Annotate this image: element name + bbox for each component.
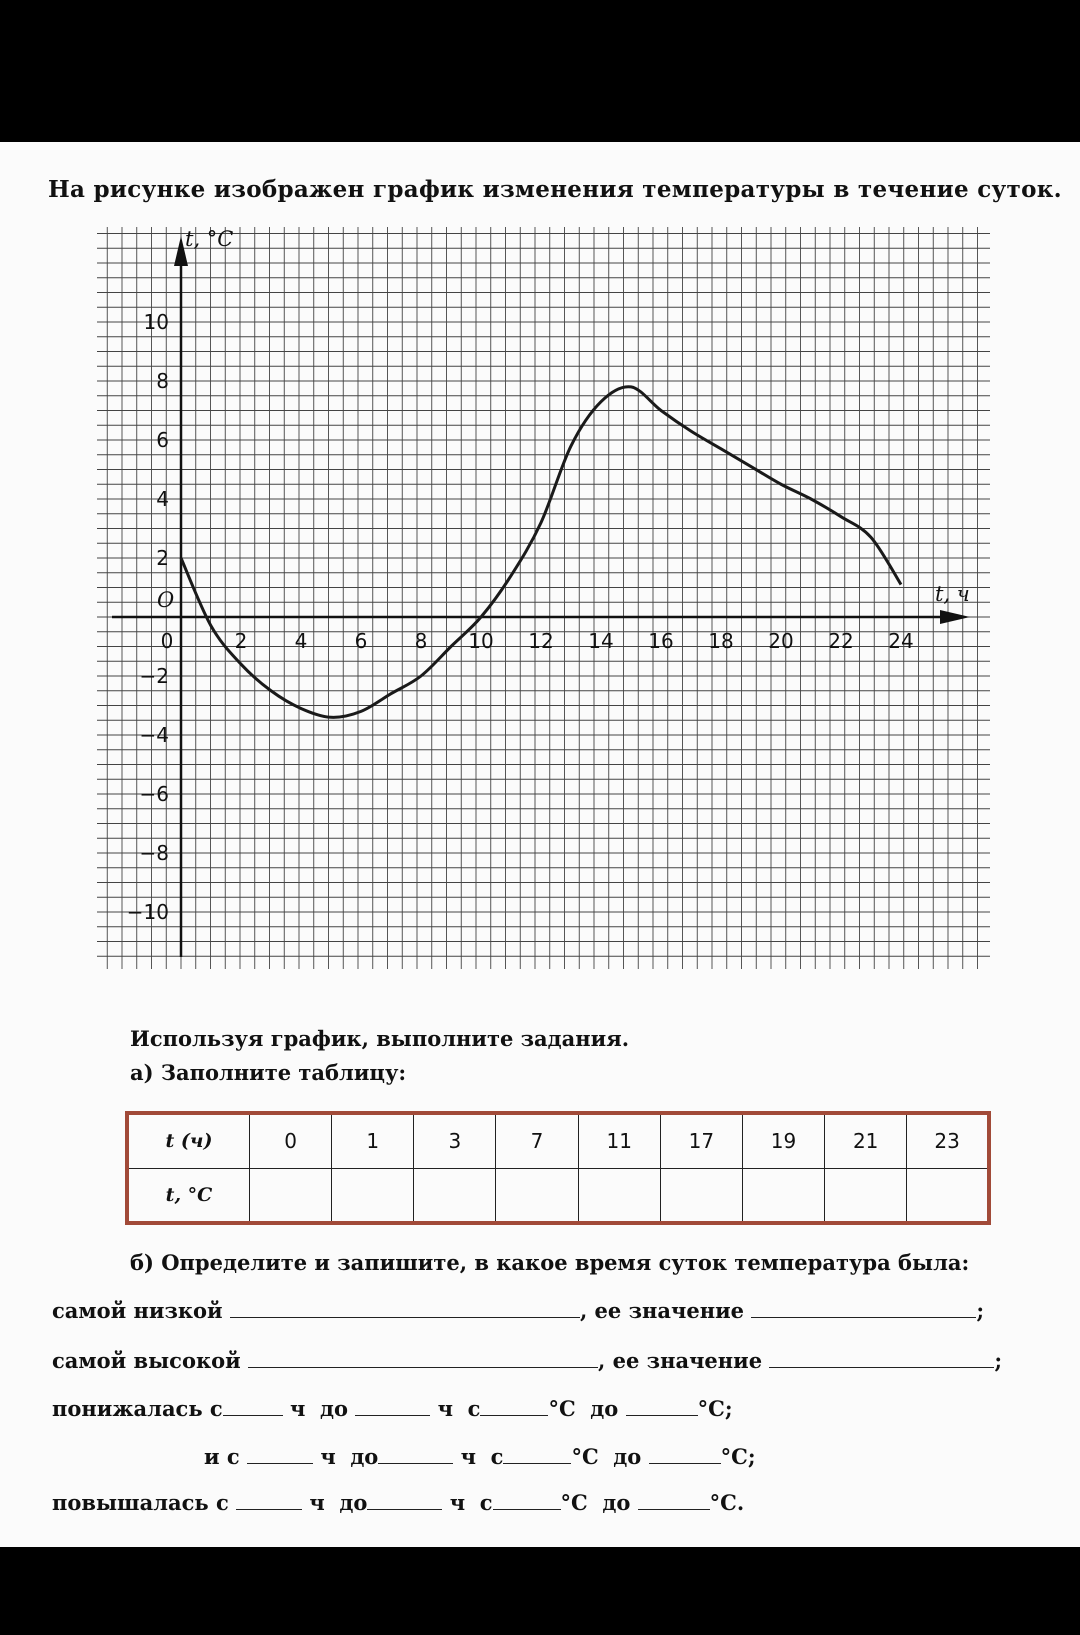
degree-unit: °С [548,1396,576,1421]
table-header-temperature: t, °C [127,1168,250,1223]
x-tick-label: 14 [588,629,614,653]
y-tick-label: −6 [139,782,169,806]
table-cell-empty[interactable] [414,1168,496,1223]
line-lowest [52,1298,984,1323]
from-label: с [490,1444,504,1469]
highest-time-blank[interactable] [248,1349,598,1368]
x-tick-label: 0 [160,629,174,653]
line-and-from [204,1444,756,1469]
temperature-curve [181,387,901,718]
x-tick-label: 8 [414,629,428,653]
value-label: , ее значение [579,1298,745,1323]
blank[interactable] [626,1397,698,1416]
chart-grid [97,227,990,969]
from-label: с [479,1490,493,1515]
blank[interactable] [493,1491,561,1510]
from-label: с [467,1396,481,1421]
value-label: , ее значение [598,1348,763,1373]
blank[interactable] [367,1491,442,1510]
table-cell-empty[interactable] [496,1168,578,1223]
to-label: до [590,1396,619,1421]
table-cell-empty[interactable] [578,1168,660,1223]
degree-unit: °С. [709,1490,745,1515]
y-tick-label: 6 [156,428,169,452]
values-table [125,1111,991,1225]
line-highest [52,1348,1002,1373]
instructions-intro: Используя график, выполните задания. [130,1026,630,1051]
blank[interactable] [649,1445,721,1464]
blank[interactable] [223,1397,283,1416]
hours-unit: ч [449,1490,466,1515]
chart-axes [112,236,970,957]
to-label: до [613,1444,642,1469]
highest-value-blank[interactable] [769,1349,994,1368]
line-decreased [52,1396,733,1421]
y-tick-label: −2 [139,664,169,688]
worksheet-page [0,142,1080,1547]
degree-unit: °С; [720,1444,756,1469]
table-cell-hour: 23 [907,1113,989,1168]
table-cell-empty[interactable] [332,1168,414,1223]
table-cell-hour: 0 [250,1113,332,1168]
table-cell-empty[interactable] [825,1168,907,1223]
degree-unit: °С [560,1490,588,1515]
table-cell-hour: 11 [578,1113,660,1168]
x-tick-label: 10 [468,629,494,653]
y-tick-label: −10 [126,900,169,924]
semicolon: ; [976,1298,985,1323]
task-b-label: б) Определите и запишите, в какое время суток температура была: [130,1250,970,1275]
hours-unit: ч [320,1444,336,1469]
hours-unit: ч [437,1396,454,1421]
table-cell-empty[interactable] [250,1168,332,1223]
degree-unit: °С [571,1444,599,1469]
to-label: до [350,1444,379,1469]
table-cell-hour: 7 [496,1113,578,1168]
origin-label: O [157,588,175,612]
x-axis-label: t, ч [935,582,970,606]
table-cell-empty[interactable] [660,1168,742,1223]
y-tick-label: −4 [139,723,169,747]
x-tick-label: 6 [354,629,368,653]
lowest-label: самой низкой [52,1298,223,1323]
y-axis-label: t, °C [185,227,234,251]
blank[interactable] [638,1491,710,1510]
hours-unit: ч [309,1490,325,1515]
line-increased [52,1490,744,1515]
x-tick-label: 4 [294,629,308,653]
increased-label: повышалась с [52,1490,229,1515]
table-cell-hour: 1 [332,1113,414,1168]
table-cell-hour: 17 [660,1113,742,1168]
table-cell-hour: 21 [825,1113,907,1168]
x-tick-label: 16 [648,629,674,653]
y-tick-label: −8 [139,841,169,865]
x-axis-arrow [940,610,970,624]
task-a-label: а) Заполните таблицу: [130,1060,407,1085]
y-tick-label: 8 [156,369,169,393]
table-cell-hour: 19 [742,1113,824,1168]
table-row-hours [127,1113,989,1168]
to-label: до [339,1490,368,1515]
task-title: На рисунке изображен график изменения температуры в течение суток. [48,176,1062,203]
to-label: до [320,1396,349,1421]
x-tick-label: 12 [528,629,554,653]
y-tick-label: 10 [143,310,169,334]
semicolon: ; [994,1348,1003,1373]
lowest-time-blank[interactable] [230,1299,580,1318]
x-tick-label: 18 [708,629,734,653]
lowest-value-blank[interactable] [751,1299,976,1318]
x-tick-label: 22 [828,629,854,653]
x-tick-label: 20 [768,629,794,653]
decreased-label: понижалась с [52,1396,223,1421]
x-tick-label: 24 [888,629,914,653]
blank[interactable] [378,1445,453,1464]
table-header-hours: t (ч) [127,1113,250,1168]
blank[interactable] [503,1445,571,1464]
hours-unit: ч [460,1444,477,1469]
y-tick-label: 2 [156,546,169,570]
y-tick-label: 4 [156,487,169,511]
table-row-temperature [127,1168,989,1223]
degree-unit: °С; [697,1396,733,1421]
blank[interactable] [480,1397,548,1416]
temperature-chart [0,142,1080,1022]
table-cell-hour: 3 [414,1113,496,1168]
to-label: до [602,1490,631,1515]
blank[interactable] [236,1491,302,1510]
x-tick-label: 2 [234,629,248,653]
table-cell-empty[interactable] [742,1168,824,1223]
highest-label: самой высокой [52,1348,241,1373]
hours-unit: ч [290,1396,306,1421]
table-cell-empty[interactable] [907,1168,989,1223]
blank[interactable] [355,1397,430,1416]
and-from-label: и с [204,1444,240,1469]
blank[interactable] [247,1445,313,1464]
